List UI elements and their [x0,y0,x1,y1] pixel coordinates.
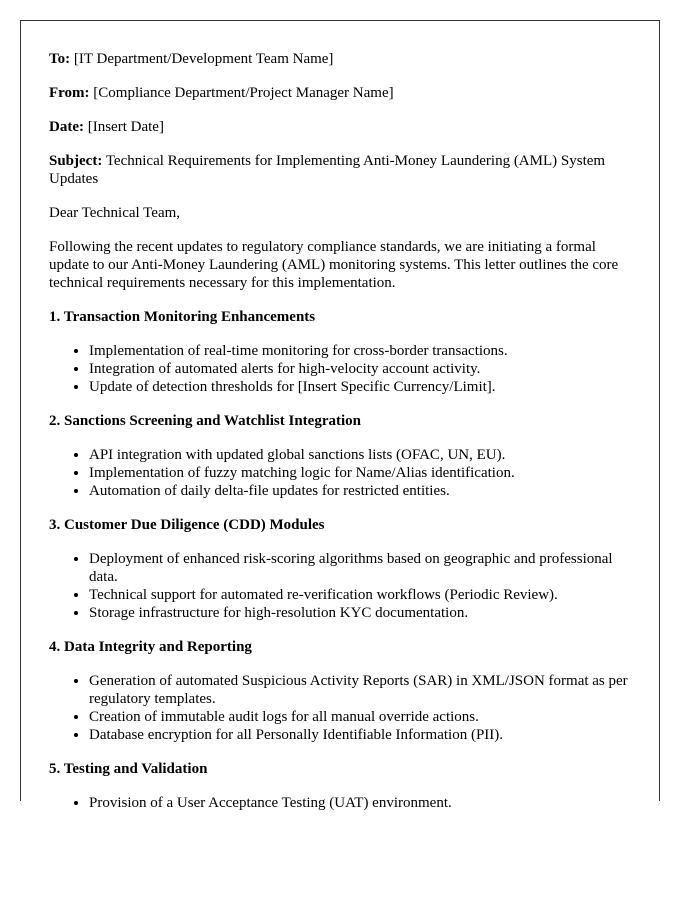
section-list [49,794,639,812]
from-label: From: [49,85,90,101]
date-value: [Insert Date] [87,119,164,135]
section-heading: 1. Transaction Monitoring Enhancements [49,309,316,325]
list-item: • Generation of automated Suspicious Activity Reports (SAR) in XML/JSON format as per regulatory templates. [89,672,639,708]
subject-label: Subject: [49,153,103,169]
list-item: • Creation of immutable audit logs for all manual override actions. [89,708,639,726]
list-item: • Technical support for automated re-verification workflows (Periodic Review). [89,586,639,604]
to-line [49,50,639,68]
section-list [49,550,639,622]
section-heading: 3. Customer Due Diligence (CDD) Modules [49,517,325,533]
list-item: • Provision of a User Acceptance Testing (UAT) environment. [89,794,639,812]
from-line [49,84,639,102]
section-list [49,672,639,744]
date-label: Date: [49,119,84,135]
to-label: To: [49,51,71,67]
intro-paragraph: Following the recent updates to regulatory compliance standards, we are initiating a formal update to our Anti-Money Laundering (AML) monitoring systems. This letter outlines the core technical requirements necessary for this implementation. [49,239,619,291]
letter-content [49,50,639,828]
to-value: [IT Department/Development Team Name] [73,51,334,67]
section-heading: 2. Sanctions Screening and Watchlist Integration [49,413,361,429]
from-value: [Compliance Department/Project Manager Name] [93,85,394,101]
list-item: • Database encryption for all Personally Identifiable Information (PII). [89,726,639,744]
section-list [49,342,639,396]
list-item: • Update of detection thresholds for [Insert Specific Currency/Limit]. [89,378,639,396]
list-item: • Deployment of enhanced risk-scoring algorithms based on geographic and professional data. [89,550,639,586]
section-list [49,446,639,500]
list-item: • Implementation of real-time monitoring for cross-border transactions. [89,342,639,360]
list-item: • Integration of automated alerts for high-velocity account activity. [89,360,639,378]
list-item: • Implementation of fuzzy matching logic for Name/Alias identification. [89,464,639,482]
section-heading: 5. Testing and Validation [49,761,208,777]
subject-value: Technical Requirements for Implementing Anti-Money Laundering (AML) System Updates [49,153,606,187]
date-line [49,118,639,136]
subject-line [49,152,639,188]
list-item: • Storage infrastructure for high-resolution KYC documentation. [89,604,639,622]
letter-page [20,20,660,811]
list-item: • API integration with updated global sanctions lists (OFAC, UN, EU). [89,446,639,464]
section-heading: 4. Data Integrity and Reporting [49,639,252,655]
greeting: Dear Technical Team, [49,205,181,221]
list-item: • Automation of daily delta-file updates for restricted entities. [89,482,639,500]
